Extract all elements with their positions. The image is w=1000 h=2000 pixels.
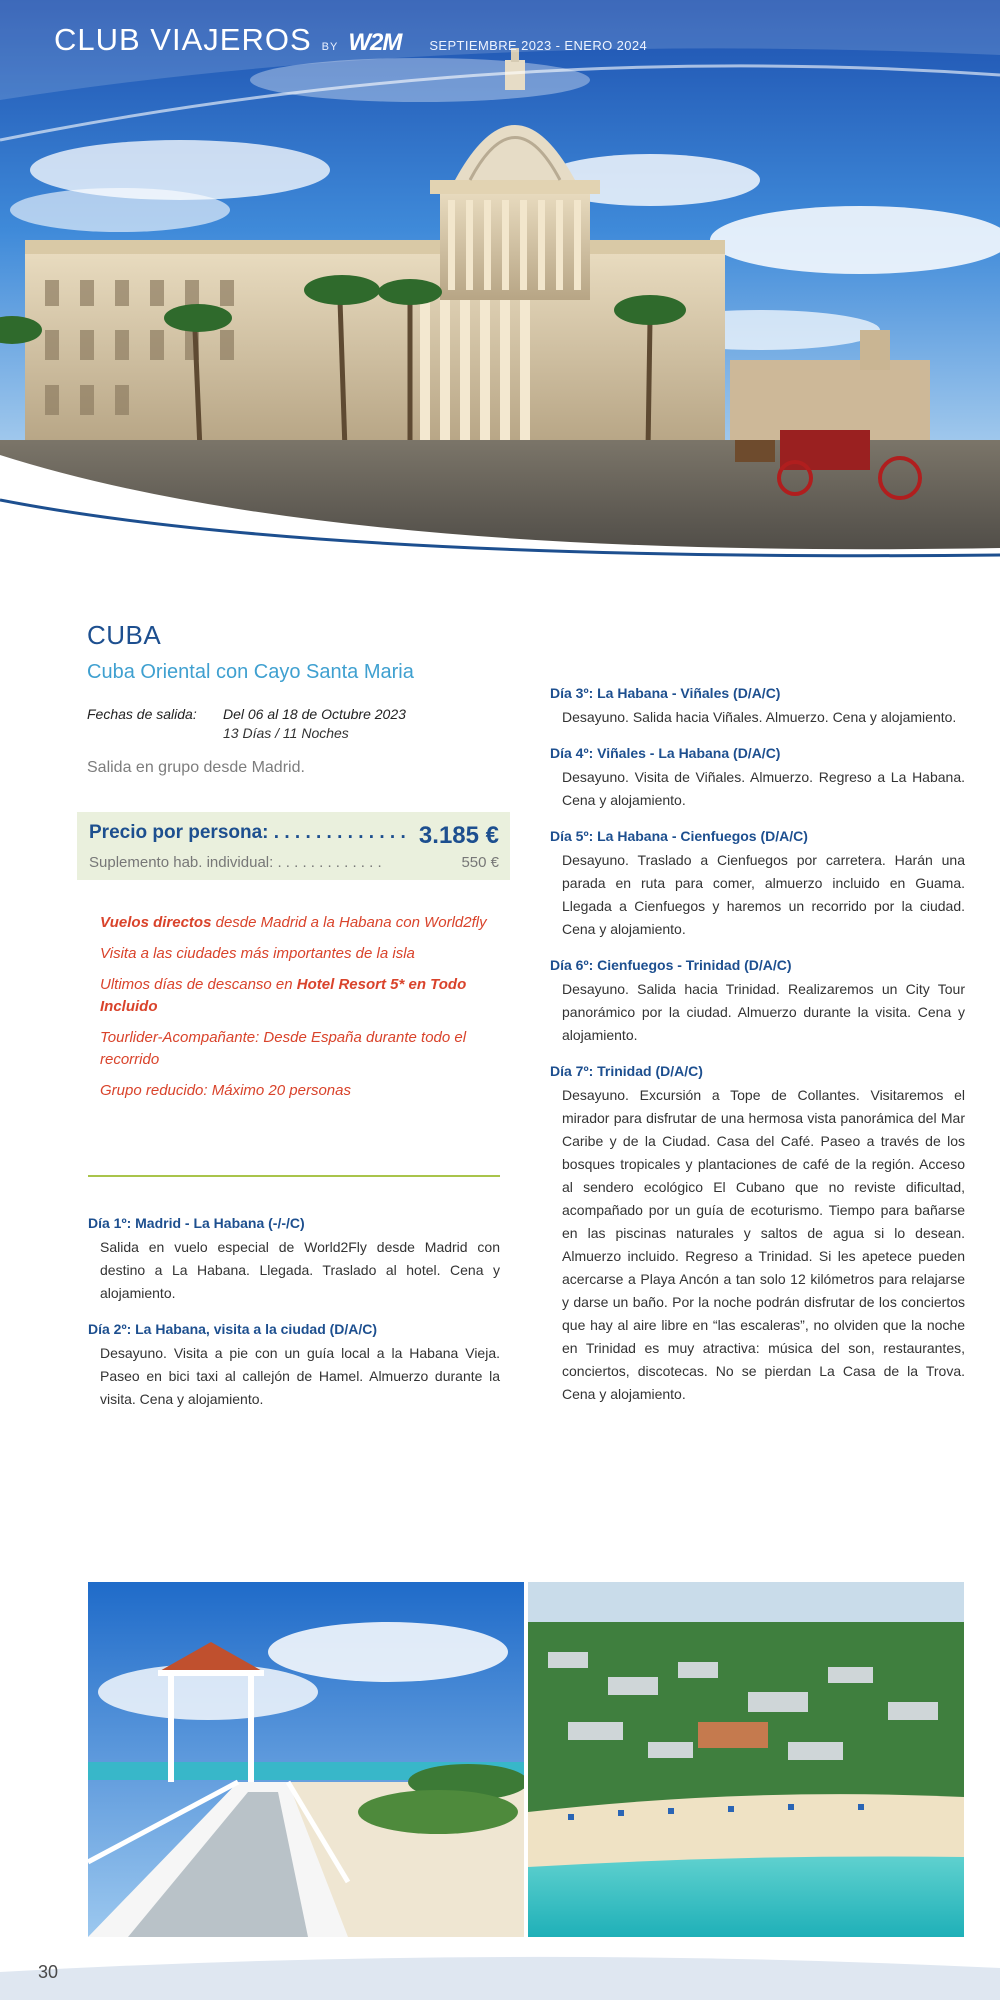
itinerary-day [550,828,965,941]
itinerary-day [550,745,965,812]
resort-aerial-photo [528,1582,964,1937]
capitolio-havana-photo [0,0,1000,560]
itinerary-day [550,957,965,1047]
supplement-row [89,854,499,871]
itinerary-day [88,1321,500,1411]
price-box [77,812,510,880]
trip-highlights [100,912,500,1111]
footer-curve [0,1950,1000,2000]
day-description: Desayuno. Traslado a Cienfuegos por carretera. Harán una parada en ruta para comer, almuerzo incluido en Guama. Llegada a Cienfuegos y haremos un recorrido por la ciudad. Cena y alojamiento. [562,852,965,937]
section-divider [88,1175,500,1177]
highlight-item: Vuelos directos desde Madrid a la Habana con World2fly [100,914,487,931]
day-title: Día 2º: La Habana, visita a la ciudad (D/A/C) [88,1321,378,1337]
day-description: Desayuno. Salida hacia Trinidad. Realizaremos un City Tour panorámico por la ciudad. Almuerzo durante la visita. Cena y alojamiento. [562,981,965,1043]
supplement-amount: 550 € [461,854,499,871]
day-title: Día 5º: La Habana - Cienfuegos (D/A/C) [550,828,808,844]
group-departure-note: Salida en grupo desde Madrid. [87,759,305,776]
beach-pier-photo [88,1582,524,1937]
catalog-period: SEPTIEMBRE 2023 - ENERO 2024 [429,38,648,53]
by-label: BY [321,41,339,53]
day-description: Desayuno. Excursión a Tope de Collantes. Visitaremos el mirador para disfrutar de una hermosa vista panorámica del Mar Caribe y de la Ciudad. Casa del Café. Paseo a través de los bosques tropicales y plantaciones de café de la región. Acceso al sendero ecológico El Cubano que no reviste dificultad, acompañado por un guía de ecoturismo. Tiempo para bañarse en las piscinas naturales y saltos de agua si lo desean. Almuerzo incluido. Regreso a Trinidad. Si les apetece pueden acercarse a Playa Ancón a tan solo 12 kilómetros para relajarse y darse un baño. Por la noche podrán disfrutar de los conciertos que hay al aire libre en “las escaleras”, no olviden que la noche en Trinidad es muy atractiva: música del son, restaurantes, conciertos, discotecas. No se pierdan La Casa de la Trova. Cena y alojamiento. [562,1087,965,1402]
itinerary-right [550,685,965,1422]
price-amount: 3.185 € [418,822,499,849]
itinerary-left [88,1215,500,1427]
itinerary-day [550,685,965,729]
day-title: Día 4º: Viñales - La Habana (D/A/C) [550,745,781,761]
day-title: Día 7º: Trinidad (D/A/C) [550,1063,703,1079]
hero-banner [0,0,1000,560]
trip-duration: 13 Días / 11 Noches [223,725,349,741]
country-title: CUBA [87,620,162,650]
day-title: Día 3º: La Habana - Viñales (D/A/C) [550,685,781,701]
page-number: 30 [38,1962,59,1982]
day-description: Desayuno. Visita a pie con un guía local a la Habana Vieja. Paseo en bici taxi al callejón de Hamel. Almuerzo durante la visita. Cena y alojamiento. [100,1345,500,1407]
day-title: Día 1º: Madrid - La Habana (-/-/C) [88,1215,305,1231]
highlight-item: Ultimos días de descanso en Hotel Resort 5* en Todo Incluido [100,976,467,1015]
day-description: Desayuno. Visita de Viñales. Almuerzo. Regreso a La Habana. Cena y alojamiento. [562,769,965,808]
highlight-item: Visita a las ciudades más importantes de la isla [100,945,415,962]
departure-dates [87,706,507,741]
day-description: Salida en vuelo especial de World2Fly desde Madrid con destino a La Habana. Llegada. Traslado al hotel. Cena y alojamiento. [100,1239,500,1301]
trip-summary [87,620,507,777]
trip-subtitle: Cuba Oriental con Cayo Santa Maria [87,661,414,683]
highlight-item: Tourlider-Acompañante: Desde España durante todo el recorrido [100,1029,467,1068]
highlight-item: Grupo reducido: Máximo 20 personas [100,1082,351,1099]
price-label: Precio por persona: . . . . . . . . . . . . . [89,822,406,843]
fechas-label: Fechas de salida: [87,706,197,722]
price-row [89,822,499,850]
itinerary-day [88,1215,500,1305]
day-title: Día 6º: Cienfuegos - Trinidad (D/A/C) [550,957,792,973]
w2m-logo: W2M [348,29,402,56]
supplement-label: Suplemento hab. individual: . . . . . . . . . . . . . [89,854,382,871]
day-description: Desayuno. Salida hacia Viñales. Almuerzo. Cena y alojamiento. [562,709,957,725]
fechas-value: Del 06 al 18 de Octubre 2023 [223,706,406,722]
club-viajeros-title: CLUB VIAJEROS [54,22,312,57]
header-brand [54,22,647,58]
itinerary-day [550,1063,965,1406]
